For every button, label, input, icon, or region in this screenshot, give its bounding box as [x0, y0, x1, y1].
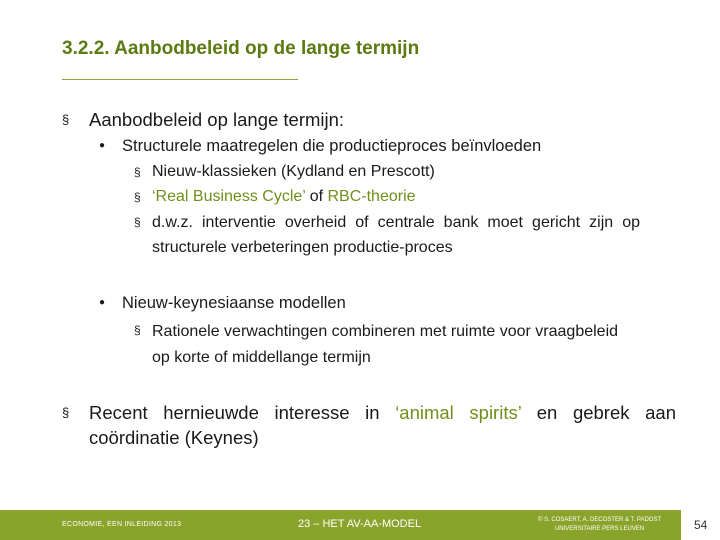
- subsub-text: d.w.z. interventie overheid of centrale bank moet gericht zijn op structurele verbeteringen productie-proces: [152, 214, 640, 256]
- subsub-text: [152, 186, 640, 208]
- subbullet-marker: ●: [99, 297, 106, 308]
- subbullet-marker: ●: [99, 140, 106, 151]
- rbc-connector: of: [305, 188, 328, 205]
- slide-title: 3.2.2. Aanbodbeleid op de lange termijn: [62, 38, 420, 59]
- subsub-marker: §: [134, 190, 141, 204]
- footer-copyright: [538, 516, 661, 534]
- page-number: 54: [694, 518, 708, 532]
- subbullet-text: Structurele maatregelen die productieproces beïnvloeden: [122, 137, 542, 155]
- subbullet-text: Nieuw-keynesiaanse modellen: [122, 294, 346, 312]
- title-underline: [62, 79, 298, 80]
- bullet-text-post: en gebrek aan coördinatie (Keynes): [89, 402, 676, 448]
- rbc-term: ‘Real Business Cycle’: [152, 188, 306, 205]
- footer-chapter: 23 – HET AV-AA-MODEL: [298, 518, 422, 530]
- page-number-box: [683, 510, 720, 540]
- rbc-theorie-term: RBC-theorie: [327, 188, 416, 205]
- bullet-marker: §: [62, 112, 70, 127]
- footer-course-title: ECONOMIE, EEN INLEIDING 2013: [62, 521, 182, 528]
- subsub-marker: §: [134, 323, 141, 337]
- footer-bar: [0, 510, 720, 540]
- bullet-text: [89, 400, 676, 450]
- subsub-text: Nieuw-klassieken (Kydland en Prescott): [152, 163, 435, 180]
- bullet-marker: §: [62, 405, 70, 420]
- footer-copyright-line2: UNIVERSITAIRE PERS LEUVEN: [554, 526, 645, 532]
- subsub-text: Rationele verwachtingen combineren met ruimte voor vraagbeleid op korte of middellange termijn: [152, 323, 619, 366]
- subsub-marker: §: [134, 215, 141, 229]
- bullet-text-pre: Recent hernieuwde interesse in: [89, 402, 396, 423]
- subsub-marker: §: [134, 165, 141, 179]
- animal-spirits-term: ‘animal spirits’: [395, 402, 522, 423]
- footer-copyright-line1: © S. COSAERT, A. DECOSTER & T. PADOST: [538, 517, 662, 523]
- bullet-text: Aanbodbeleid op lange termijn:: [89, 109, 345, 130]
